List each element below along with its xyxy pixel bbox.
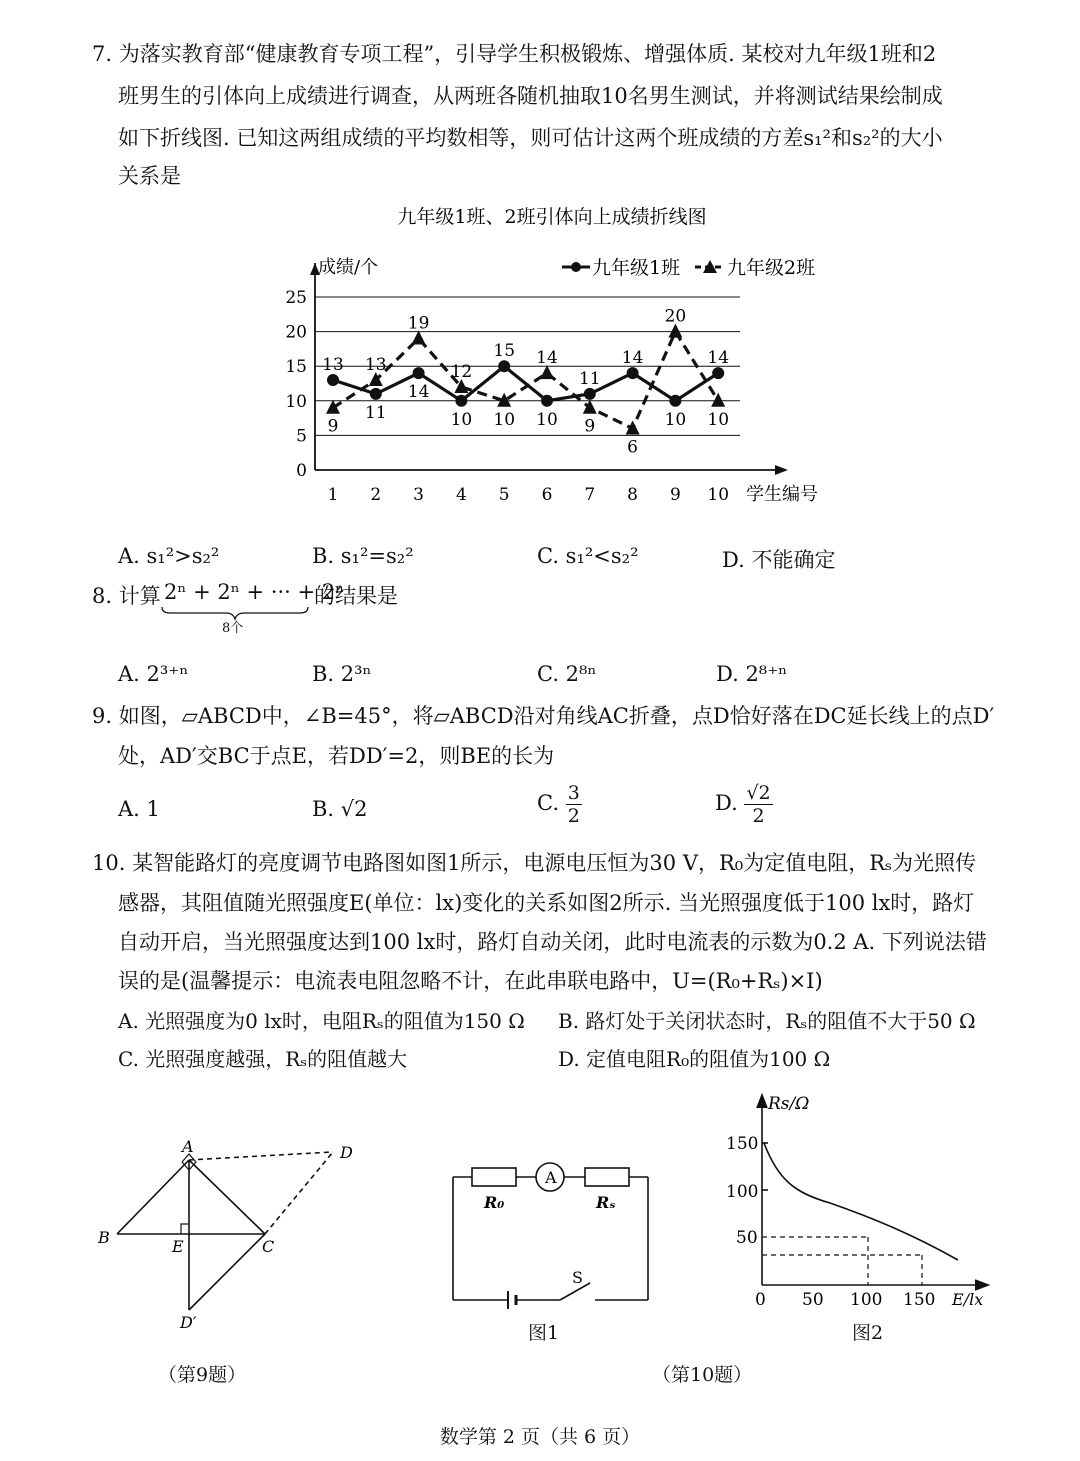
x-tick-3: 3 <box>413 485 425 505</box>
q7-option-c: C. s₁²<s₂² <box>537 544 639 568</box>
q10-r0-label: R₀ <box>484 1193 505 1212</box>
score-line-chart <box>270 195 850 515</box>
q9-option-c-numerator: 3 <box>567 782 580 804</box>
label-class1-10: 14 <box>707 348 730 369</box>
q10-graph-ytick-100: 100 <box>726 1182 759 1202</box>
q10-line1: 10. 某智能路灯的亮度调节电路图如图1所示，电源电压恒为30 V，R₀为定值电阻，Rₛ为光照传 <box>92 851 977 875</box>
point-class2-1 <box>326 400 340 414</box>
q9-label-a: A <box>182 1137 194 1156</box>
q10-graph-ylabel: Rs/Ω <box>768 1094 810 1114</box>
x-tick-6: 6 <box>541 485 553 505</box>
q7-line4: 关系是 <box>118 164 181 188</box>
q10-option-d: D. 定值电阻R₀的阻值为100 Ω <box>558 1047 831 1071</box>
label-class2-8: 6 <box>627 437 639 458</box>
x-axis-label: 学生编号 <box>746 484 818 505</box>
q9-figure <box>90 1130 370 1330</box>
x-tick-4: 4 <box>455 485 467 505</box>
q10-fig1-caption: 图1 <box>528 1322 560 1344</box>
label-class2-1: 9 <box>327 416 339 437</box>
q9-option-c <box>537 782 582 827</box>
legend-marker-class1 <box>571 262 581 272</box>
q7-option-b: B. s₁²=s₂² <box>312 544 414 568</box>
q9-caption: （第9题） <box>158 1364 247 1386</box>
x-tick-9: 9 <box>669 485 681 505</box>
y-tick-20: 20 <box>285 322 307 343</box>
q10-resistance-graph <box>720 1085 1000 1325</box>
q8-stem-post: 的结果是 <box>314 584 398 608</box>
q7-line1: 7. 为落实教育部“健康教育专项工程”，引导学生积极锻炼、增强体质. 某校对九年级1班和2 <box>92 42 937 66</box>
q10-line3: 自动开启，当光照强度达到100 lx时，路灯自动关闭，此时电流表的示数为0.2 A. 下列说法错 <box>118 930 987 954</box>
label-class2-3: 19 <box>407 313 430 334</box>
page-footer: 数学第 2 页（共 6 页） <box>439 1426 641 1448</box>
q10-option-a: A. 光照强度为0 lx时，电阻Rₛ的阻值为150 Ω <box>118 1009 525 1033</box>
point-class1-3 <box>413 367 425 379</box>
series-line-class1 <box>333 366 718 401</box>
series-line-class2 <box>333 332 718 429</box>
q9-label-d-prime: D′ <box>180 1313 197 1330</box>
label-class1-2: 11 <box>364 402 387 423</box>
q8-expression: 2ⁿ + 2ⁿ + ··· + 2ⁿ <box>164 580 345 604</box>
q10-graph-ytick-50: 50 <box>736 1228 758 1248</box>
q8-option-c: C. 2⁸ⁿ <box>537 662 597 686</box>
x-tick-1: 1 <box>327 485 339 505</box>
y-tick-25: 25 <box>285 288 307 308</box>
point-class1-6 <box>541 395 553 407</box>
y-tick-10: 10 <box>285 391 307 412</box>
point-class1-9 <box>669 395 681 407</box>
q10-caption: （第10题） <box>652 1364 753 1386</box>
label-class1-9: 10 <box>664 409 687 430</box>
label-class1-7: 11 <box>578 368 601 389</box>
label-class1-4: 10 <box>450 409 473 430</box>
q9-option-a: A. 1 <box>118 797 160 821</box>
label-class1-8: 14 <box>621 348 644 369</box>
q10-fig2-caption: 图2 <box>852 1322 884 1344</box>
point-class1-2 <box>370 388 382 400</box>
x-tick-5: 5 <box>498 485 510 505</box>
q9-option-c-label: C. <box>537 791 559 815</box>
legend-label-class1: 九年级1班 <box>592 257 681 279</box>
q9-option-c-denominator: 2 <box>567 805 580 827</box>
x-tick-2: 2 <box>370 485 382 505</box>
label-class2-10: 10 <box>707 409 730 430</box>
q10-graph-xtick-100: 100 <box>850 1290 883 1310</box>
label-class2-2: 13 <box>364 355 387 376</box>
label-class2-7: 9 <box>584 416 596 437</box>
q8-stem-pre: 8. 计算 <box>92 584 161 608</box>
q9-option-d-numerator: √2 <box>746 782 771 804</box>
point-class1-1 <box>327 374 339 386</box>
label-class2-4: 12 <box>450 361 473 382</box>
label-class2-5: 10 <box>493 409 516 430</box>
q8-underbrace-label: 8个 <box>222 621 244 636</box>
q8-option-a: A. 2³⁺ⁿ <box>118 662 189 686</box>
y-tick-0: 0 <box>296 461 307 481</box>
q9-line2: 处，AD′交BC于点E，若DD′=2，则BE的长为 <box>118 744 555 768</box>
point-class1-4 <box>455 395 467 407</box>
label-class1-1: 13 <box>322 355 344 376</box>
q10-option-c: C. 光照强度越强，Rₛ的阻值越大 <box>118 1047 408 1071</box>
label-class2-9: 20 <box>664 306 687 327</box>
x-tick-8: 8 <box>627 485 639 505</box>
q10-option-b: B. 路灯处于关闭状态时，Rₛ的阻值不大于50 Ω <box>558 1009 976 1033</box>
label-class1-6: 10 <box>536 409 558 430</box>
q7-line2: 班男生的引体向上成绩进行调查，从两班各随机抽取10名男生测试，并将测试结果绘制成 <box>118 84 943 108</box>
q9-label-d: D <box>340 1143 353 1162</box>
label-class2-6: 14 <box>536 348 558 369</box>
y-axis-label: 成绩/个 <box>318 257 379 278</box>
q10-switch-label: S <box>572 1268 583 1287</box>
q9-label-e: E <box>172 1237 184 1256</box>
x-tick-10: 10 <box>707 485 730 505</box>
q10-circuit-figure <box>440 1150 660 1320</box>
q8-option-d: D. 2⁸⁺ⁿ <box>716 662 788 686</box>
point-class1-8 <box>627 367 639 379</box>
q9-option-d <box>715 782 773 827</box>
q10-graph-xtick-0: 0 <box>755 1290 766 1310</box>
q9-label-b: B <box>98 1228 110 1247</box>
q10-line4: 误的是(温馨提示：电流表电阻忽略不计，在此串联电路中，U=(R₀+Rₛ)×I) <box>118 969 823 993</box>
y-tick-15: 15 <box>285 357 307 378</box>
chart-axes <box>285 257 818 505</box>
y-tick-5: 5 <box>296 426 307 447</box>
q7-option-d: D. 不能确定 <box>722 548 836 572</box>
q10-rs-label: Rₛ <box>596 1193 616 1212</box>
q9-option-d-denominator: 2 <box>752 805 765 827</box>
legend-label-class2: 九年级2班 <box>727 257 816 279</box>
q10-graph-xtick-150: 150 <box>903 1290 936 1310</box>
q9-line1: 9. 如图，▱ABCD中，∠B=45°，将▱ABCD沿对角线AC折叠，点D恰好落在DC延长线上的点D′ <box>92 704 995 728</box>
q10-graph-xlabel: E/lx <box>952 1290 984 1309</box>
point-class1-5 <box>498 360 510 372</box>
q7-option-a: A. s₁²>s₂² <box>118 544 220 568</box>
point-class1-7 <box>584 388 596 400</box>
point-class2-7 <box>583 400 597 414</box>
chart-legend <box>562 257 815 279</box>
q9-option-b: B. √2 <box>312 797 368 821</box>
q7-line3: 如下折线图. 已知这两组成绩的平均数相等，则可估计这两个班成绩的方差s₁²和s₂²的大小 <box>118 126 943 150</box>
point-class1-10 <box>712 367 724 379</box>
q9-option-d-label: D. <box>715 791 738 815</box>
q10-line2: 感器，其阻值随光照强度E(单位：lx)变化的关系如图2所示. 当光照强度低于100 lx时，路灯 <box>118 891 975 915</box>
label-class1-5: 15 <box>493 341 516 362</box>
q9-label-c: C <box>262 1237 275 1256</box>
q10-ammeter-label: A <box>545 1168 557 1187</box>
label-class1-3: 14 <box>407 382 430 403</box>
q10-graph-xtick-50: 50 <box>802 1290 824 1310</box>
x-tick-7: 7 <box>584 485 596 505</box>
chart-title: 九年级1班、2班引体向上成绩折线图 <box>397 206 707 228</box>
q8-option-b: B. 2³ⁿ <box>312 662 372 686</box>
q10-graph-ytick-150: 150 <box>726 1134 759 1154</box>
x-axis-arrow <box>775 465 788 475</box>
